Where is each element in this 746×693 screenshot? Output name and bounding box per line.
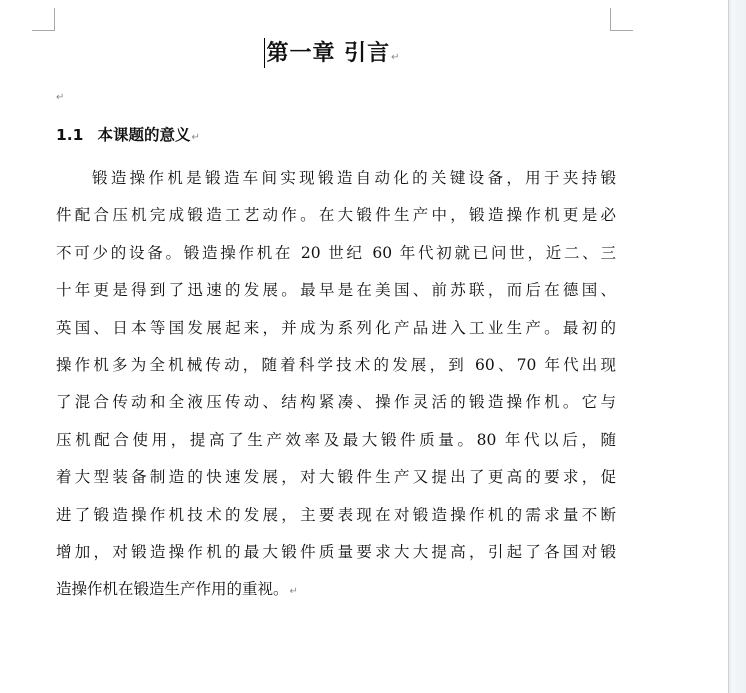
paragraph-mark-icon: ↵ (391, 52, 400, 63)
paragraph-mark-icon: ↵ (191, 132, 200, 143)
paragraph-mark-icon: ↵ (56, 92, 65, 103)
body-line: 件配合压机完成锻造工艺动作。在大锻件生产中，锻造操作机更是必 (56, 206, 616, 225)
body-line: 压机配合使用，提高了生产效率及最大锻件质量。80 年代以后，随 (56, 430, 616, 449)
body-line-last (56, 571, 616, 608)
empty-paragraph[interactable] (55, 86, 64, 107)
body-paragraph[interactable] (56, 160, 616, 609)
text-cursor (264, 38, 265, 68)
body-line: 不可少的设备。锻造操作机在 20 世纪 60 年代初就已问世，近二、三 (56, 243, 616, 262)
section-heading[interactable] (56, 122, 200, 151)
body-line: 操作机多为全机械传动，随着科学技术的发展，到 60、70 年代出现 (56, 355, 616, 374)
chapter-title-text: 第一章 引言 (266, 40, 391, 66)
body-line: 锻造操作机是锻造车间实现锻造自动化的关键设备，用于夹持锻 (92, 169, 616, 187)
body-line: 增加，对锻造操作机的最大锻件质量要求大大提高，引起了各国对锻 (56, 542, 616, 561)
body-line: 十年更是得到了迅速的发展。最早是在美国、前苏联，而后在德国、 (56, 281, 616, 300)
workspace-gutter (728, 0, 746, 693)
body-line: 了混合传动和全液压传动、结构紧凑、操作灵活的锻造操作机。它与 (56, 393, 616, 412)
margin-corner-mark-right (610, 8, 633, 31)
body-line-last-text: 造操作机在锻造生产作用的重视。 (56, 580, 289, 599)
paragraph-mark-icon: ↵ (289, 586, 298, 598)
section-title: 本课题的意义 (97, 126, 191, 144)
chapter-title[interactable] (0, 38, 666, 73)
body-line: 英国、日本等国发展起来，并成为系列化产品进入工业生产。最初的 (56, 318, 616, 337)
section-number: 1.1 (56, 126, 84, 144)
body-line: 着大型装备制造的快速发展，对大锻件生产又提出了更高的要求，促 (56, 468, 616, 487)
margin-corner-mark-left (32, 8, 55, 31)
body-line: 进了锻造操作机技术的发展，主要表现在对锻造操作机的需求量不断 (56, 505, 616, 524)
